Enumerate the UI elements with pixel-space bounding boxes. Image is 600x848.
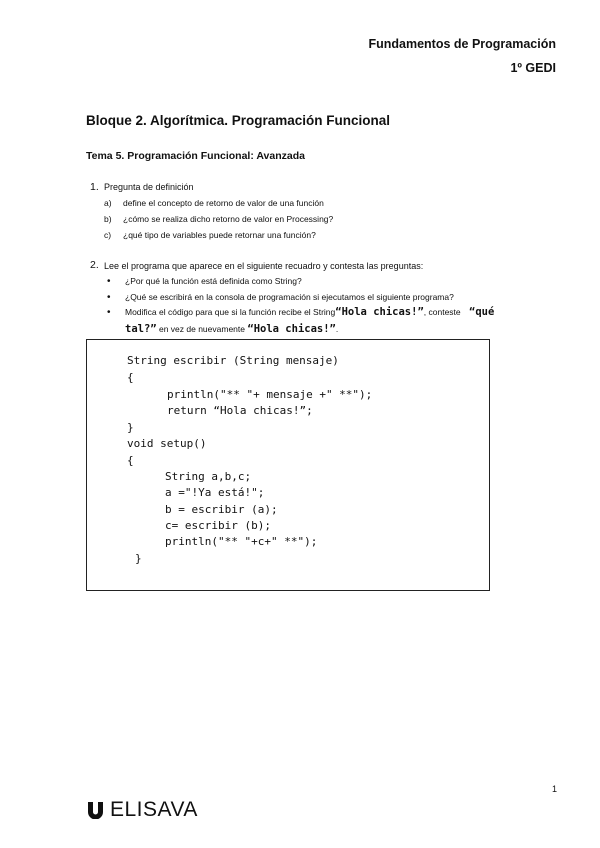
subitem-letter: a): [104, 198, 112, 208]
code-line: {: [127, 371, 134, 384]
bullet-item: [107, 306, 494, 318]
bullet-text: ¿Qué se escribirá en la consola de programación si ejecutamos el siguiente programa?: [125, 292, 454, 302]
code-line: a ="!Ya está!";: [165, 486, 265, 499]
code-snippet: “qué: [469, 306, 495, 318]
page-number: 1: [551, 784, 557, 794]
subitem: [104, 198, 324, 208]
code-line: String escribir (String mensaje): [127, 354, 339, 367]
subitem-text: ¿cómo se realiza dicho retorno de valor en Processing?: [123, 214, 334, 224]
code-line: String a,b,c;: [165, 470, 252, 483]
code-line: return “Hola chicas!”;: [167, 404, 313, 417]
bullet-text: ¿Por qué la función está definida como String?: [125, 276, 302, 286]
question-number: 1.: [90, 181, 99, 193]
question-text: Pregunta de definición: [104, 182, 194, 192]
bullet-icon: •: [107, 292, 111, 303]
bullet-text: Modifica el código para que si la función recibe el String: [125, 307, 336, 317]
bullet-item: [107, 292, 454, 303]
subitem-letter: b): [104, 214, 112, 224]
code-snippet: “Hola chicas!”: [247, 323, 336, 335]
question-text: Lee el programa que aparece en el siguiente recuadro y contesta las preguntas:: [104, 261, 424, 271]
page-title: Bloque 2. Algorítmica. Programación Funcional: [86, 113, 391, 128]
header-course: Fundamentos de Programación: [368, 37, 556, 51]
bullet-text: en vez de nuevamente: [158, 324, 245, 334]
u-mark-icon: [88, 802, 103, 819]
section-subtitle: Tema 5. Programación Funcional: Avanzada: [86, 150, 305, 162]
code-line: println("** "+c+" **");: [165, 535, 318, 548]
code-line: }: [135, 552, 142, 565]
bullet-icon: •: [107, 307, 111, 318]
subitem-letter: c): [104, 230, 112, 240]
footer-logo: [88, 798, 198, 822]
code-line: void setup(): [127, 437, 207, 450]
question-number: 2.: [90, 259, 99, 271]
code-line: {: [127, 454, 134, 467]
subitem: [104, 230, 316, 240]
bullet-continuation: [125, 323, 338, 335]
code-line: b = escribir (a);: [165, 503, 278, 516]
bullet-icon: •: [107, 276, 111, 287]
subitem-text: ¿qué tipo de variables puede retornar una función?: [123, 230, 316, 240]
subitem: [104, 214, 333, 224]
subitem-text: define el concepto de retorno de valor de una función: [123, 198, 324, 208]
code-snippet: “Hola chicas!”: [335, 306, 424, 318]
code-snippet: tal?”: [125, 323, 157, 335]
header-group: 1º GEDI: [510, 61, 556, 75]
bullet-text: .: [335, 324, 339, 334]
code-line: c= escribir (b);: [165, 519, 271, 532]
code-line: }: [127, 421, 134, 434]
bullet-item: [107, 276, 302, 287]
bullet-text: , conteste: [423, 307, 461, 317]
code-box: [86, 339, 490, 591]
code-line: println("** "+ mensaje +" **");: [167, 388, 373, 401]
logo-text: ELISAVA: [110, 798, 198, 821]
